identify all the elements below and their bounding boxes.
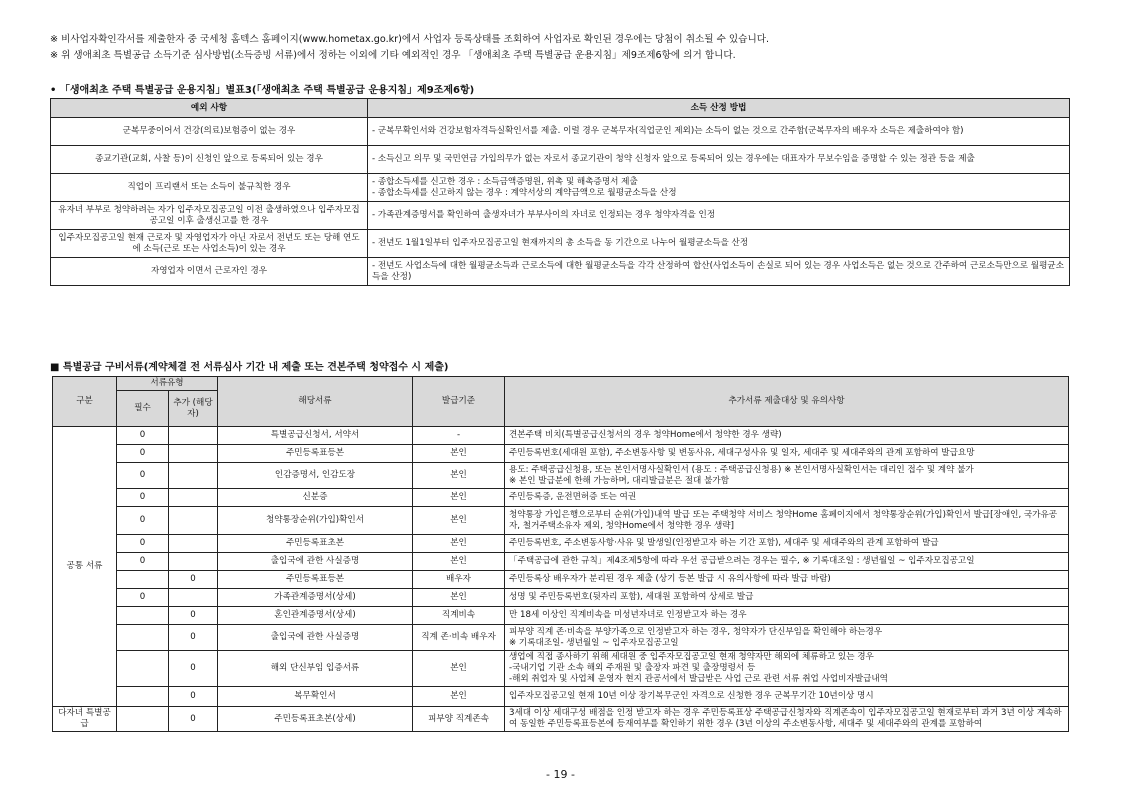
calc-method: - 전년도 1월1일부터 입주자모집공고일 현재까지의 총 소득을 동 기간으로 나누어 월평균소득을 산정 bbox=[368, 230, 1070, 258]
issuer: 직계비속 bbox=[413, 607, 505, 625]
group-multi-child: 다자녀 특별공급 bbox=[53, 707, 117, 732]
section2-title: ■ 특별공급 구비서류(계약체결 전 서류심사 기간 내 제출 또는 견본주택 청약접수 시 제출) bbox=[50, 362, 449, 373]
exception-case: 종교기관(교회, 사찰 등)이 신청인 앞으로 등록되어 있는 경우 bbox=[51, 146, 368, 174]
note-line: ※ 기록대조일- 생년월일 ~ 입주자모집공고일 bbox=[509, 637, 679, 648]
table-row bbox=[51, 118, 1070, 146]
note-2: ※ 위 생애최초 특별공급 소득기준 심사방법(소득증빙 서류)에서 정하는 이외에 기타 예외적인 경우 「생애최초 주택 특별공급 운용지침」제9조제6항에 의거 합니다. bbox=[50, 50, 736, 61]
additional-mark bbox=[169, 553, 218, 571]
required-mark bbox=[117, 687, 169, 707]
note-line: -해외 취업자 및 사업체 운영자 현지 관공서에서 발급받은 사업 근로 관련 서류 취업 사업비자발급내역 bbox=[509, 674, 888, 684]
additional-mark bbox=[169, 445, 218, 463]
header-method: 소득 산정 방법 bbox=[368, 99, 1070, 118]
required-mark: 0 bbox=[117, 445, 169, 463]
table-row bbox=[53, 535, 1069, 553]
document-name: 해외 단신부임 입증서류 bbox=[218, 651, 413, 687]
issuer: 본인 bbox=[413, 553, 505, 571]
note: 주민등록상 배우자가 분리된 경우 제출 (상기 등본 발급 시 유의사항에 따라 발급 바람) bbox=[505, 571, 1069, 589]
issuer: 직계 존·비속 배우자 bbox=[413, 625, 505, 651]
required-mark: 0 bbox=[117, 589, 169, 607]
document-name: 주민등록표등본 bbox=[218, 571, 413, 589]
table-row bbox=[53, 625, 1069, 651]
issuer: 피부양 직계존속 bbox=[413, 707, 505, 732]
table-row bbox=[53, 571, 1069, 589]
issuer: 본인 bbox=[413, 507, 505, 535]
required-mark: 0 bbox=[117, 507, 169, 535]
required-mark bbox=[117, 651, 169, 687]
additional-mark: 0 bbox=[169, 607, 218, 625]
calc-method: - 전년도 사업소득에 대한 월평균소득과 근로소득에 대한 월평균소득을 각각 산정하여 합산(사업소득이 손실로 되어 있는 경우 사업소득은 없는 것으로 간주하여 근로소득만으로 월평균소득을 산정) bbox=[368, 258, 1070, 286]
additional-mark: 0 bbox=[169, 625, 218, 651]
header-additional: 추가 (해당자) bbox=[169, 391, 218, 427]
table-row bbox=[53, 553, 1069, 571]
table-row bbox=[51, 202, 1070, 230]
note: 만 18세 이상인 직계비속을 미성년자녀로 인정받고자 하는 경우 bbox=[505, 607, 1069, 625]
document-name: 출입국에 관한 사실증명 bbox=[218, 625, 413, 651]
note: 주민등록증, 운전면허증 또는 여권 bbox=[505, 489, 1069, 507]
issuer: 본인 bbox=[413, 463, 505, 489]
exception-case: 자영업자 이면서 근로자인 경우 bbox=[51, 258, 368, 286]
calc-method: - 가족관계증명서를 확인하여 출생자녀가 부부사이의 자녀로 인정되는 경우 청약자격을 인정 bbox=[368, 202, 1070, 230]
header-notes: 추가서류 제출대상 및 유의사항 bbox=[505, 377, 1069, 427]
document-name: 신분증 bbox=[218, 489, 413, 507]
issuer: 본인 bbox=[413, 651, 505, 687]
additional-mark bbox=[169, 427, 218, 445]
section1-title: • 「생애최초 주택 특별공급 운용지침」별표3(「생애최초 주택 특별공급 운용지침」제9조제6항) bbox=[50, 85, 475, 96]
table-row bbox=[51, 146, 1070, 174]
table-row bbox=[53, 489, 1069, 507]
document-name: 주민등록표초본 bbox=[218, 535, 413, 553]
document-name: 혼인관계증명서(상세) bbox=[218, 607, 413, 625]
table-row bbox=[53, 427, 1069, 445]
required-mark bbox=[117, 607, 169, 625]
additional-mark: 0 bbox=[169, 707, 218, 732]
additional-mark bbox=[169, 489, 218, 507]
additional-mark: 0 bbox=[169, 571, 218, 589]
exception-case: 유자녀 부부로 청약하려는 자가 입주자모집공고일 이전 출생하였으나 입주자모집공고일 이후 출생신고를 한 경우 bbox=[51, 202, 368, 230]
issuer: - bbox=[413, 427, 505, 445]
required-mark: 0 bbox=[117, 535, 169, 553]
table-row bbox=[53, 589, 1069, 607]
header-document: 해당서류 bbox=[218, 377, 413, 427]
group-common: 공통 서류 bbox=[53, 427, 117, 707]
note: 주민등록번호(세대원 포함), 주소변동사항 및 변동사유, 세대구성사유 및 일자, 세대주 및 세대주와의 관계 포함하여 발급요망 bbox=[505, 445, 1069, 463]
note: 성명 및 주민등록번호(뒷자리 포함), 세대원 포함하여 상세로 발급 bbox=[505, 589, 1069, 607]
note-line: -국내기업 기관 소속 해외 주재원 및 출장자 파견 및 출장명령서 등 bbox=[509, 663, 756, 673]
issuer: 본인 bbox=[413, 687, 505, 707]
page-number: - 19 - bbox=[546, 768, 575, 781]
document-name: 인감증명서, 인감도장 bbox=[218, 463, 413, 489]
issuer: 본인 bbox=[413, 589, 505, 607]
table-row bbox=[53, 687, 1069, 707]
note bbox=[505, 625, 1069, 651]
note-line: 피부양 직계 존·비속을 부양가족으로 인정받고자 하는 경우, 청약자가 단신부임을 확인해야 하는경우 bbox=[509, 626, 883, 637]
exception-case: 군복무중이어서 건강(의료)보험증이 없는 경우 bbox=[51, 118, 368, 146]
calc-method bbox=[368, 174, 1070, 202]
header-exception: 예외 사항 bbox=[51, 99, 368, 118]
additional-mark: 0 bbox=[169, 687, 218, 707]
required-mark bbox=[117, 571, 169, 589]
table-row bbox=[51, 258, 1070, 286]
document-name: 출입국에 관한 사실증명 bbox=[218, 553, 413, 571]
calc-method-line: - 종합소득세를 신고하지 않는 경우 : 계약서상의 계약금액으로 월평균소득을 산정 bbox=[372, 187, 677, 198]
note-line: ※ 본인 발급분에 한해 가능하며, 대리발급분은 절대 불가함 bbox=[509, 475, 729, 486]
table-row bbox=[53, 651, 1069, 687]
calc-method: - 소득신고 의무 및 국민연금 가입의무가 없는 자로서 종교기관이 청약 신청자 앞으로 등록되어 있는 경우에는 대표자가 무보수임을 증명할 수 있는 정관 등을 제출 bbox=[368, 146, 1070, 174]
document-name: 복무확인서 bbox=[218, 687, 413, 707]
required-mark bbox=[117, 625, 169, 651]
additional-mark bbox=[169, 589, 218, 607]
additional-mark bbox=[169, 463, 218, 489]
note bbox=[505, 463, 1069, 489]
note: 3세대 이상 세대구성 배점을 인정 받고자 하는 경우 주민등록표상 주택공급신청자와 직계존속이 입주자모집공고일 현재로부터 과거 3년 이상 계속하여 동일한 주민등록표등본에 등재여부를 확인하기 위한 경우 (3년 이상의 주소변동사항, 세대주 및 세대주와의 관계를 포함하여 bbox=[505, 707, 1069, 732]
table-row bbox=[53, 463, 1069, 489]
exception-case: 직업이 프리랜서 또는 소득이 불규칙한 경우 bbox=[51, 174, 368, 202]
table-row bbox=[53, 507, 1069, 535]
table-row bbox=[53, 445, 1069, 463]
income-exception-table bbox=[50, 98, 1070, 286]
note-line: 용도: 주택공급신청용, 또는 본인서명사실확인서 (용도 : 주택공급신청용) ※ 본인서명사실확인서는 대리인 접수 및 계약 불가 bbox=[509, 464, 974, 475]
required-mark: 0 bbox=[117, 553, 169, 571]
note: 주민등록번호, 주소변동사항·사유 및 발생일(인정받고자 하는 기간 포함), 세대주 및 세대주와의 관계 포함하여 발급 bbox=[505, 535, 1069, 553]
issuer: 본인 bbox=[413, 535, 505, 553]
calc-method: - 군복무확인서와 건강보험자격득실확인서를 제출. 이럴 경우 군복무자(직업군인 제외)는 소득이 없는 것으로 간주함(군복무자의 배우자 소득은 제출하여야 함) bbox=[368, 118, 1070, 146]
required-mark: 0 bbox=[117, 427, 169, 445]
document-name: 주민등록표초본(상세) bbox=[218, 707, 413, 732]
exception-case: 입주자모집공고일 현재 근로자 및 자영업자가 아닌 자로서 전년도 또는 당해 연도에 소득(근로 또는 사업소득)이 있는 경우 bbox=[51, 230, 368, 258]
note: 견본주택 비치(특별공급신청서의 경우 청약Home에서 청약한 경우 생략) bbox=[505, 427, 1069, 445]
required-mark: 0 bbox=[117, 463, 169, 489]
calc-method-line: - 종합소득세를 신고한 경우 : 소득금액증명원, 위촉 및 해촉증명서 제출 bbox=[372, 176, 638, 187]
note: 청약통장 가입은행으로부터 순위(가입)내역 발급 또는 주택청약 서비스 청약Home 홈페이지에서 청약통장순위(가입)확인서 발급[장애인, 국가유공자, 철거주택소유자 제외, 청약Home에서 청약한 경우 생략] bbox=[505, 507, 1069, 535]
required-documents-table bbox=[52, 376, 1069, 732]
required-mark bbox=[117, 707, 169, 732]
table-row bbox=[51, 230, 1070, 258]
header-doc-type: 서류유형 bbox=[117, 377, 218, 391]
header-issuer: 발급기준 bbox=[413, 377, 505, 427]
document-name: 청약통장순위(가입)확인서 bbox=[218, 507, 413, 535]
document-name: 특별공급신청서, 서약서 bbox=[218, 427, 413, 445]
document-name: 가족관계증명서(상세) bbox=[218, 589, 413, 607]
document-name: 주민등록표등본 bbox=[218, 445, 413, 463]
additional-mark bbox=[169, 507, 218, 535]
required-mark: 0 bbox=[117, 489, 169, 507]
note: 「주택공급에 관한 규칙」제4조제5항에 따라 우선 공급받으려는 경우는 필수, ※ 기록대조일 : 생년월일 ~ 입주자모집공고일 bbox=[505, 553, 1069, 571]
additional-mark bbox=[169, 535, 218, 553]
note-line: 생업에 직접 종사하기 위해 세대원 중 입주자모집공고일 현재 청약자만 해외에 체류하고 있는 경우 bbox=[509, 652, 874, 662]
issuer: 본인 bbox=[413, 445, 505, 463]
note bbox=[505, 651, 1069, 687]
note-1: ※ 비사업자확인각서를 제출한자 중 국세청 홈텍스 홈페이지(www.hometax.go.kr)에서 사업자 등록상태를 조회하여 사업자로 확인된 경우에는 당첨이 취소될 수 있습니다. bbox=[50, 34, 770, 45]
table-row bbox=[51, 174, 1070, 202]
issuer: 본인 bbox=[413, 489, 505, 507]
header-category: 구분 bbox=[53, 377, 117, 427]
note: 입주자모집공고일 현재 10년 이상 장기복무군인 자격으로 신청한 경우 군복무기간 10년이상 명시 bbox=[505, 687, 1069, 707]
table-row bbox=[53, 607, 1069, 625]
header-required: 필수 bbox=[117, 391, 169, 427]
issuer: 배우자 bbox=[413, 571, 505, 589]
table-row bbox=[53, 707, 1069, 732]
additional-mark: 0 bbox=[169, 651, 218, 687]
